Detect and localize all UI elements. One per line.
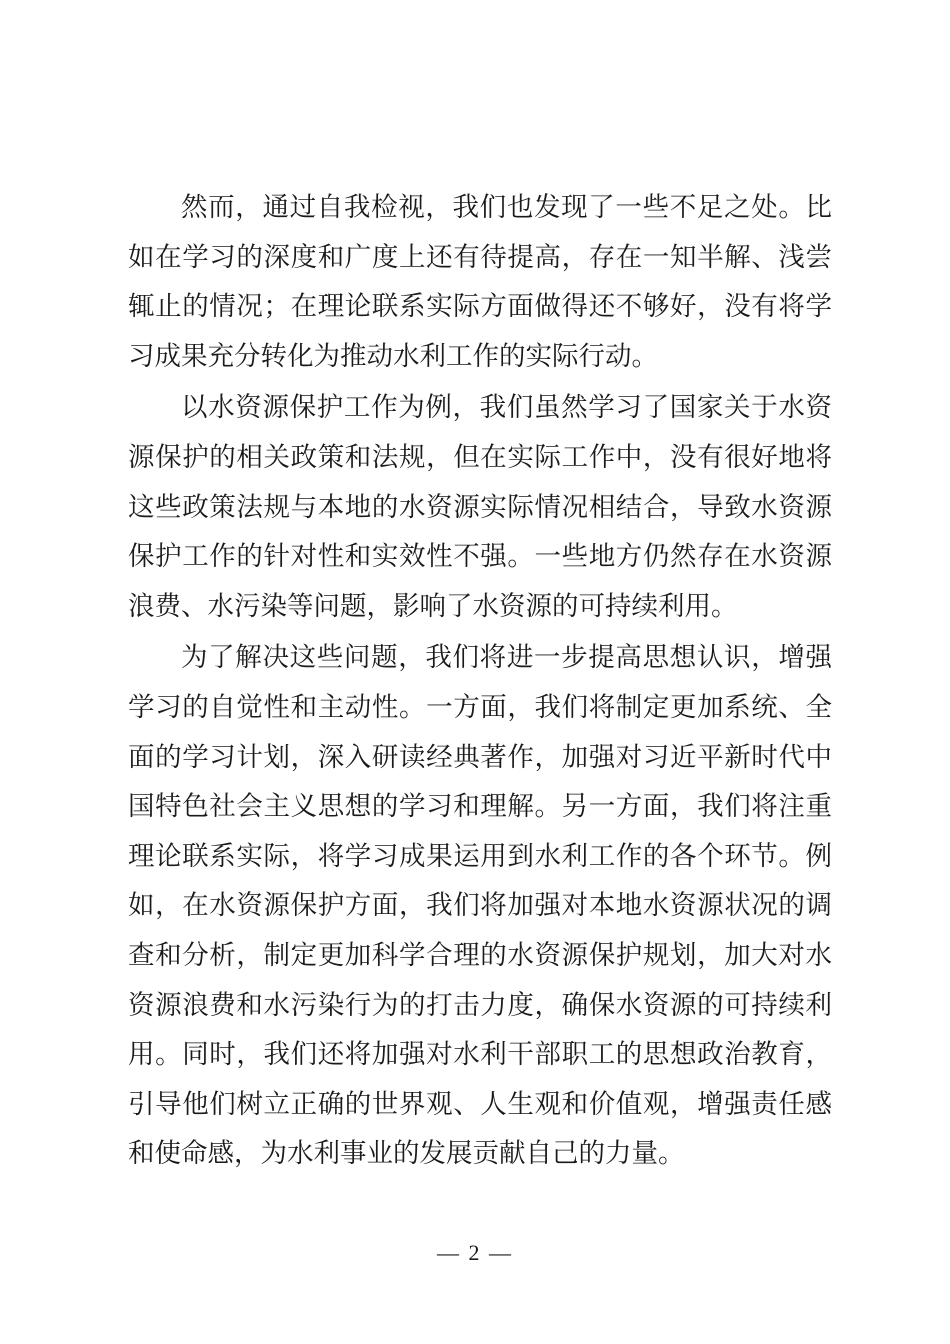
document-body bbox=[128, 183, 832, 1181]
paragraph-3: 为了解决这些问题，我们将进一步提高思想认识，增强学习的自觉性和主动性。一方面，我们将制定更加系统、全面的学习计划，深入研读经典著作，加强对习近平新时代中国特色社会主义思想的学习和理解。另一方面，我们将注重理论联系实际，将学习成果运用到水利工作的各个环节。例如，在水资源保护方面，我们将加强对本地水资源状况的调查和分析，制定更加科学合理的水资源保护规划，加大对水资源浪费和水污染行为的打击力度，确保水资源的可持续利用。同时，我们还将加强对水利干部职工的思想政治教育，引导他们树立正确的世界观、人生观和价值观，增强责任感和使命感，为水利事业的发展贡献自己的力量。 bbox=[128, 642, 832, 1170]
paragraph-1: 然而，通过自我检视，我们也发现了一些不足之处。比如在学习的深度和广度上还有待提高，存在一知半解、浅尝辄止的情况；在理论联系实际方面做得还不够好，没有将学习成果充分转化为推动水利工作的实际行动。 bbox=[128, 192, 832, 372]
paragraph-2: 以水资源保护工作为例，我们虽然学习了国家关于水资源保护的相关政策和法规，但在实际工作中，没有很好地将这些政策法规与本地的水资源实际情况相结合，导致水资源保护工作的针对性和实效性不强。一些地方仍然存在水资源浪费、水污染等问题，影响了水资源的可持续利用。 bbox=[128, 392, 832, 622]
page-number: — 2 — bbox=[437, 1240, 513, 1265]
